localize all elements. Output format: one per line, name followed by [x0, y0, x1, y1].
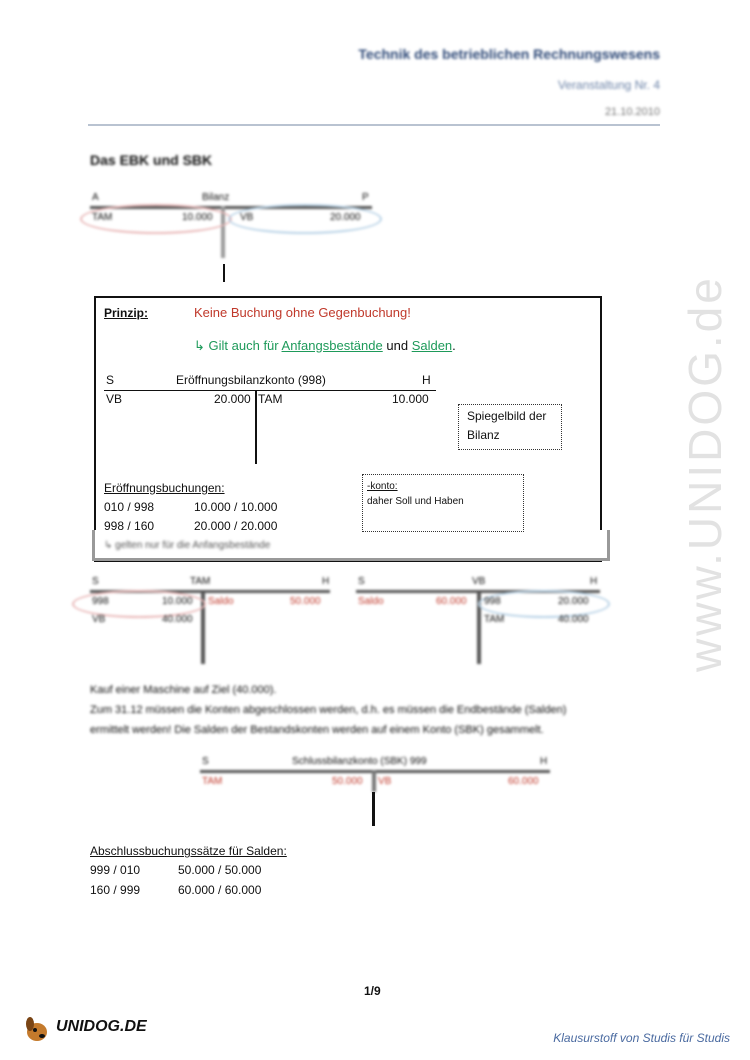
ebk-s-label: S: [106, 373, 115, 387]
link-anfangsbestaende[interactable]: Anfangsbestände: [281, 338, 383, 353]
document-date: 21.10.2010: [604, 106, 660, 118]
vb-r2-value: 40.000: [558, 614, 589, 625]
document-subtitle: Veranstaltung Nr. 4: [557, 78, 660, 92]
tam-l1-item: 998: [92, 596, 109, 607]
arrow-icon: ↳: [194, 338, 205, 353]
ebk-vline: [255, 390, 257, 464]
page-number: 1/9: [364, 984, 381, 998]
buch-row-2-a: 998 / 160: [104, 519, 155, 533]
bilanz-left-value: 10.000: [182, 212, 213, 223]
gilt-prefix: Gilt auch für: [208, 338, 279, 353]
tam-l2-value: 40.000: [162, 614, 193, 625]
footer-brand[interactable]: UNIDOG.DE: [56, 1018, 147, 1035]
tam-h-label: H: [322, 576, 330, 587]
sbk-vline: [372, 770, 376, 792]
section-title: Das EBK und SBK: [90, 152, 213, 168]
abschluss-row-1-a: 999 / 010: [90, 863, 141, 877]
sbk-l1-item: TAM: [202, 776, 223, 787]
konto-note-text: daher Soll und Haben: [367, 496, 464, 507]
tam-r1-item: Saldo: [208, 596, 234, 607]
vb-s-label: S: [358, 576, 365, 587]
abschluss-row-2-a: 160 / 999: [90, 883, 141, 897]
vb-title: VB: [472, 576, 486, 587]
watermark: www.UNIDOG.de: [679, 275, 731, 672]
buch-row-1-b: 10.000 / 10.000: [194, 500, 278, 514]
abschluss-row-2-b: 60.000 / 60.000: [178, 883, 262, 897]
buch-row-2-b: 20.000 / 20.000: [194, 519, 278, 533]
bilanz-left-label: A: [92, 192, 99, 203]
vb-r2-item: TAM: [484, 614, 505, 625]
para-line-3: ermittelt werden! Die Salden der Bestandskonten werden auf einem Konto (SBK) gesammelt.: [90, 724, 544, 736]
vb-r1-value: 20.000: [558, 596, 589, 607]
bilanz-left-item: TAM: [92, 212, 113, 223]
bilanz-right-value: 20.000: [330, 212, 361, 223]
sbk-l1-value: 50.000: [332, 776, 363, 787]
gilt-and: und: [386, 338, 409, 353]
vb-h-label: H: [590, 576, 598, 587]
spiegelbild-note: Spiegelbild der Bilanz: [458, 404, 562, 450]
gilt-line: [194, 338, 456, 354]
dog-logo-icon: [22, 1014, 52, 1044]
tam-title: TAM: [190, 576, 211, 587]
eroeffnungsbuchungen-title: Eröffnungsbuchungen:: [104, 481, 225, 495]
sbk-s-label: S: [202, 756, 209, 767]
prinzip-text: Keine Buchung ohne Gegenbuchung!: [194, 305, 411, 320]
tam-l2-item: VB: [92, 614, 106, 625]
box-footer-note: ↳ gelten nur für die Anfangsbestände: [104, 540, 271, 551]
abschluss-row-1-b: 50.000 / 50.000: [178, 863, 262, 877]
bilanz-title: Bilanz: [202, 192, 230, 203]
konto-note-title: -konto:: [367, 481, 398, 492]
bilanz-right-item: VB: [240, 212, 254, 223]
buch-row-1-a: 010 / 998: [104, 500, 155, 514]
ebk-hline: [104, 390, 436, 391]
para-line-2: Zum 31.12 müssen die Konten abgeschlossen werden, d.h. es müssen die Endbestände (Salden): [90, 704, 567, 716]
bilanz-connector: [223, 264, 225, 282]
ebk-right-value: 10.000: [392, 392, 429, 406]
ebk-right-item: TAM: [258, 392, 283, 406]
vb-r1-item: 998: [484, 596, 501, 607]
prinzip-label: Prinzip:: [104, 306, 148, 320]
bilanz-right-label: P: [362, 192, 369, 203]
gilt-end: .: [452, 338, 456, 353]
document-title: Technik des betrieblichen Rechnungswesens: [358, 46, 660, 62]
konto-note: [362, 474, 524, 532]
sbk-r1-value: 60.000: [508, 776, 539, 787]
sbk-h-label: H: [540, 756, 548, 767]
sbk-r1-item: VB: [378, 776, 392, 787]
ebk-left-item: VB: [106, 392, 123, 406]
footer-tagline: Klausurstoff von Studis für Studis: [553, 1031, 730, 1045]
header-divider: [88, 124, 660, 126]
ebk-h-label: H: [422, 373, 431, 387]
ebk-title: Eröffnungsbilanzkonto (998): [176, 373, 326, 387]
tam-l1-value: 10.000: [162, 596, 193, 607]
tam-s-label: S: [92, 576, 99, 587]
sbk-title: Schlussbilanzkonto (SBK) 999: [292, 756, 427, 767]
vb-l1-item: Saldo: [358, 596, 384, 607]
tam-r1-value: 50.000: [290, 596, 321, 607]
link-salden[interactable]: Salden: [411, 338, 453, 353]
abschluss-title: Abschlussbuchungssätze für Salden:: [90, 844, 287, 858]
sbk-connector: [372, 792, 375, 826]
ebk-left-value: 20.000: [214, 392, 251, 406]
vb-l1-value: 60.000: [436, 596, 467, 607]
para-line-1: Kauf einer Maschine auf Ziel (40.000).: [90, 684, 277, 696]
